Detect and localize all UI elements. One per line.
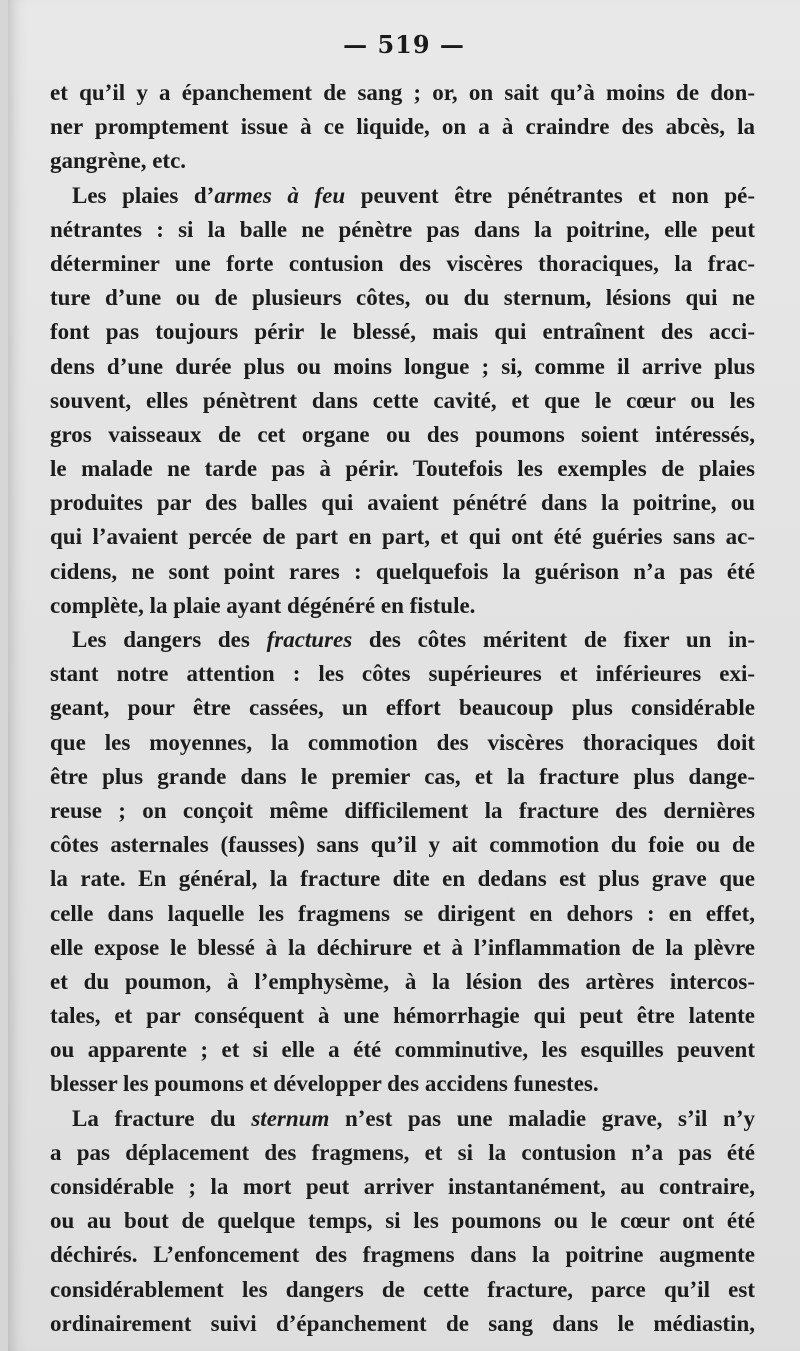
text-line: Les dangers des fractures des côtes méritent de fixer un in- [72,627,755,652]
text-line: ner promptement issue à ce liquide, on a à craindre des abcès, la [50,114,755,140]
text-line: ture d’une ou de plusieurs côtes, ou du sternum, lésions qui ne [50,285,755,311]
text-line: a pas déplacement des fragmens, et si la contusion n’a pas été [50,1139,755,1165]
paragraph [50,76,755,179]
text-line: reuse ; on conçoit même difficilement la fracture des dernières [50,797,755,823]
text-line: nétrantes : si la balle ne pénètre pas dans la poitrine, elle peut [50,216,755,242]
text-line: gangrène, etc. [50,148,187,174]
text-line: geant, pour être cassées, un effort beaucoup plus considérable [50,695,755,721]
body-text [50,76,755,1341]
text-line: tales, et par conséquent à une hémorrhagie qui peut être latente [50,1003,755,1029]
text-line: elle expose le blessé à la déchirure et à l’inflammation de la plèvre [50,934,755,960]
book-page [8,0,800,1351]
text-line: considérable ; la mort peut arriver instantanément, au contraire, [50,1174,755,1199]
text-line: Les plaies d’armes à feu peuvent être pénétrantes et non pé- [72,182,755,208]
text-line: blesser les poumons et développer des accidens funestes. [50,1071,599,1097]
text-line: stant notre attention : les côtes supérieures et inférieures exi- [50,661,755,687]
text-line: déterminer une forte contusion des viscères thoraciques, la frac- [50,250,755,276]
text-line: ou apparente ; et si elle a été comminutive, les esquilles peuvent [50,1037,755,1063]
text-line: et du poumon, à l’emphysème, à la lésion des artères intercos- [50,968,755,994]
text-line: côtes asternales (fausses) sans qu’il y ait commotion du foie ou de [50,832,755,858]
text-line: ordinairement suivi d’épanchement de sang dans le médiastin, [50,1310,755,1336]
text-line: déchirés. L’enfoncement des fragmens dans la poitrine augmente [50,1242,755,1268]
text-line: font pas toujours périr le blessé, mais qui entraînent des acci- [50,319,755,345]
text-line: cidens, ne sont point rares : quelquefois la guérison n’a pas été [50,558,755,584]
paragraph [50,179,755,623]
text-line: le malade ne tarde pas à périr. Toutefois les exemples de plaies [50,456,755,482]
text-line: celle dans laquelle les fragmens se dirigent en dehors : en effet, [50,900,755,926]
text-line: être plus grande dans le premier cas, et la fracture plus dange- [50,763,755,789]
text-line: complète, la plaie ayant dégénéré en fistule. [50,592,476,618]
text-line: qui l’avaient percée de part en part, et qui ont été guéries sans ac- [50,524,755,550]
text-line: produites par des balles qui avaient pénétré dans la poitrine, ou [50,490,755,516]
paragraph [50,623,755,1102]
text-line: La fracture du sternum n’est pas une maladie grave, s’il n’y [72,1105,756,1131]
text-line: souvent, elles pénètrent dans cette cavité, et que le cœur ou les [50,387,755,413]
text-line: ou au bout de quelque temps, si les poumons ou le cœur ont été [50,1208,755,1234]
text-line: et qu’il y a épanchement de sang ; or, on sait qu’à moins de don- [50,80,755,105]
text-line: que les moyennes, la commotion des viscères thoraciques doit [50,729,755,755]
text-line: considérablement les dangers de cette fracture, parce qu’il est [50,1276,755,1302]
text-line: gros vaisseaux de cet organe ou des poumons soient intéressés, [50,421,755,447]
text-line: dens d’une durée plus ou moins longue ; si, comme il arrive plus [50,353,755,379]
text-line: la rate. En général, la fracture dite en dedans est plus grave que [50,866,755,892]
paragraph [50,1102,755,1341]
page-number: — 519 — [343,30,465,59]
